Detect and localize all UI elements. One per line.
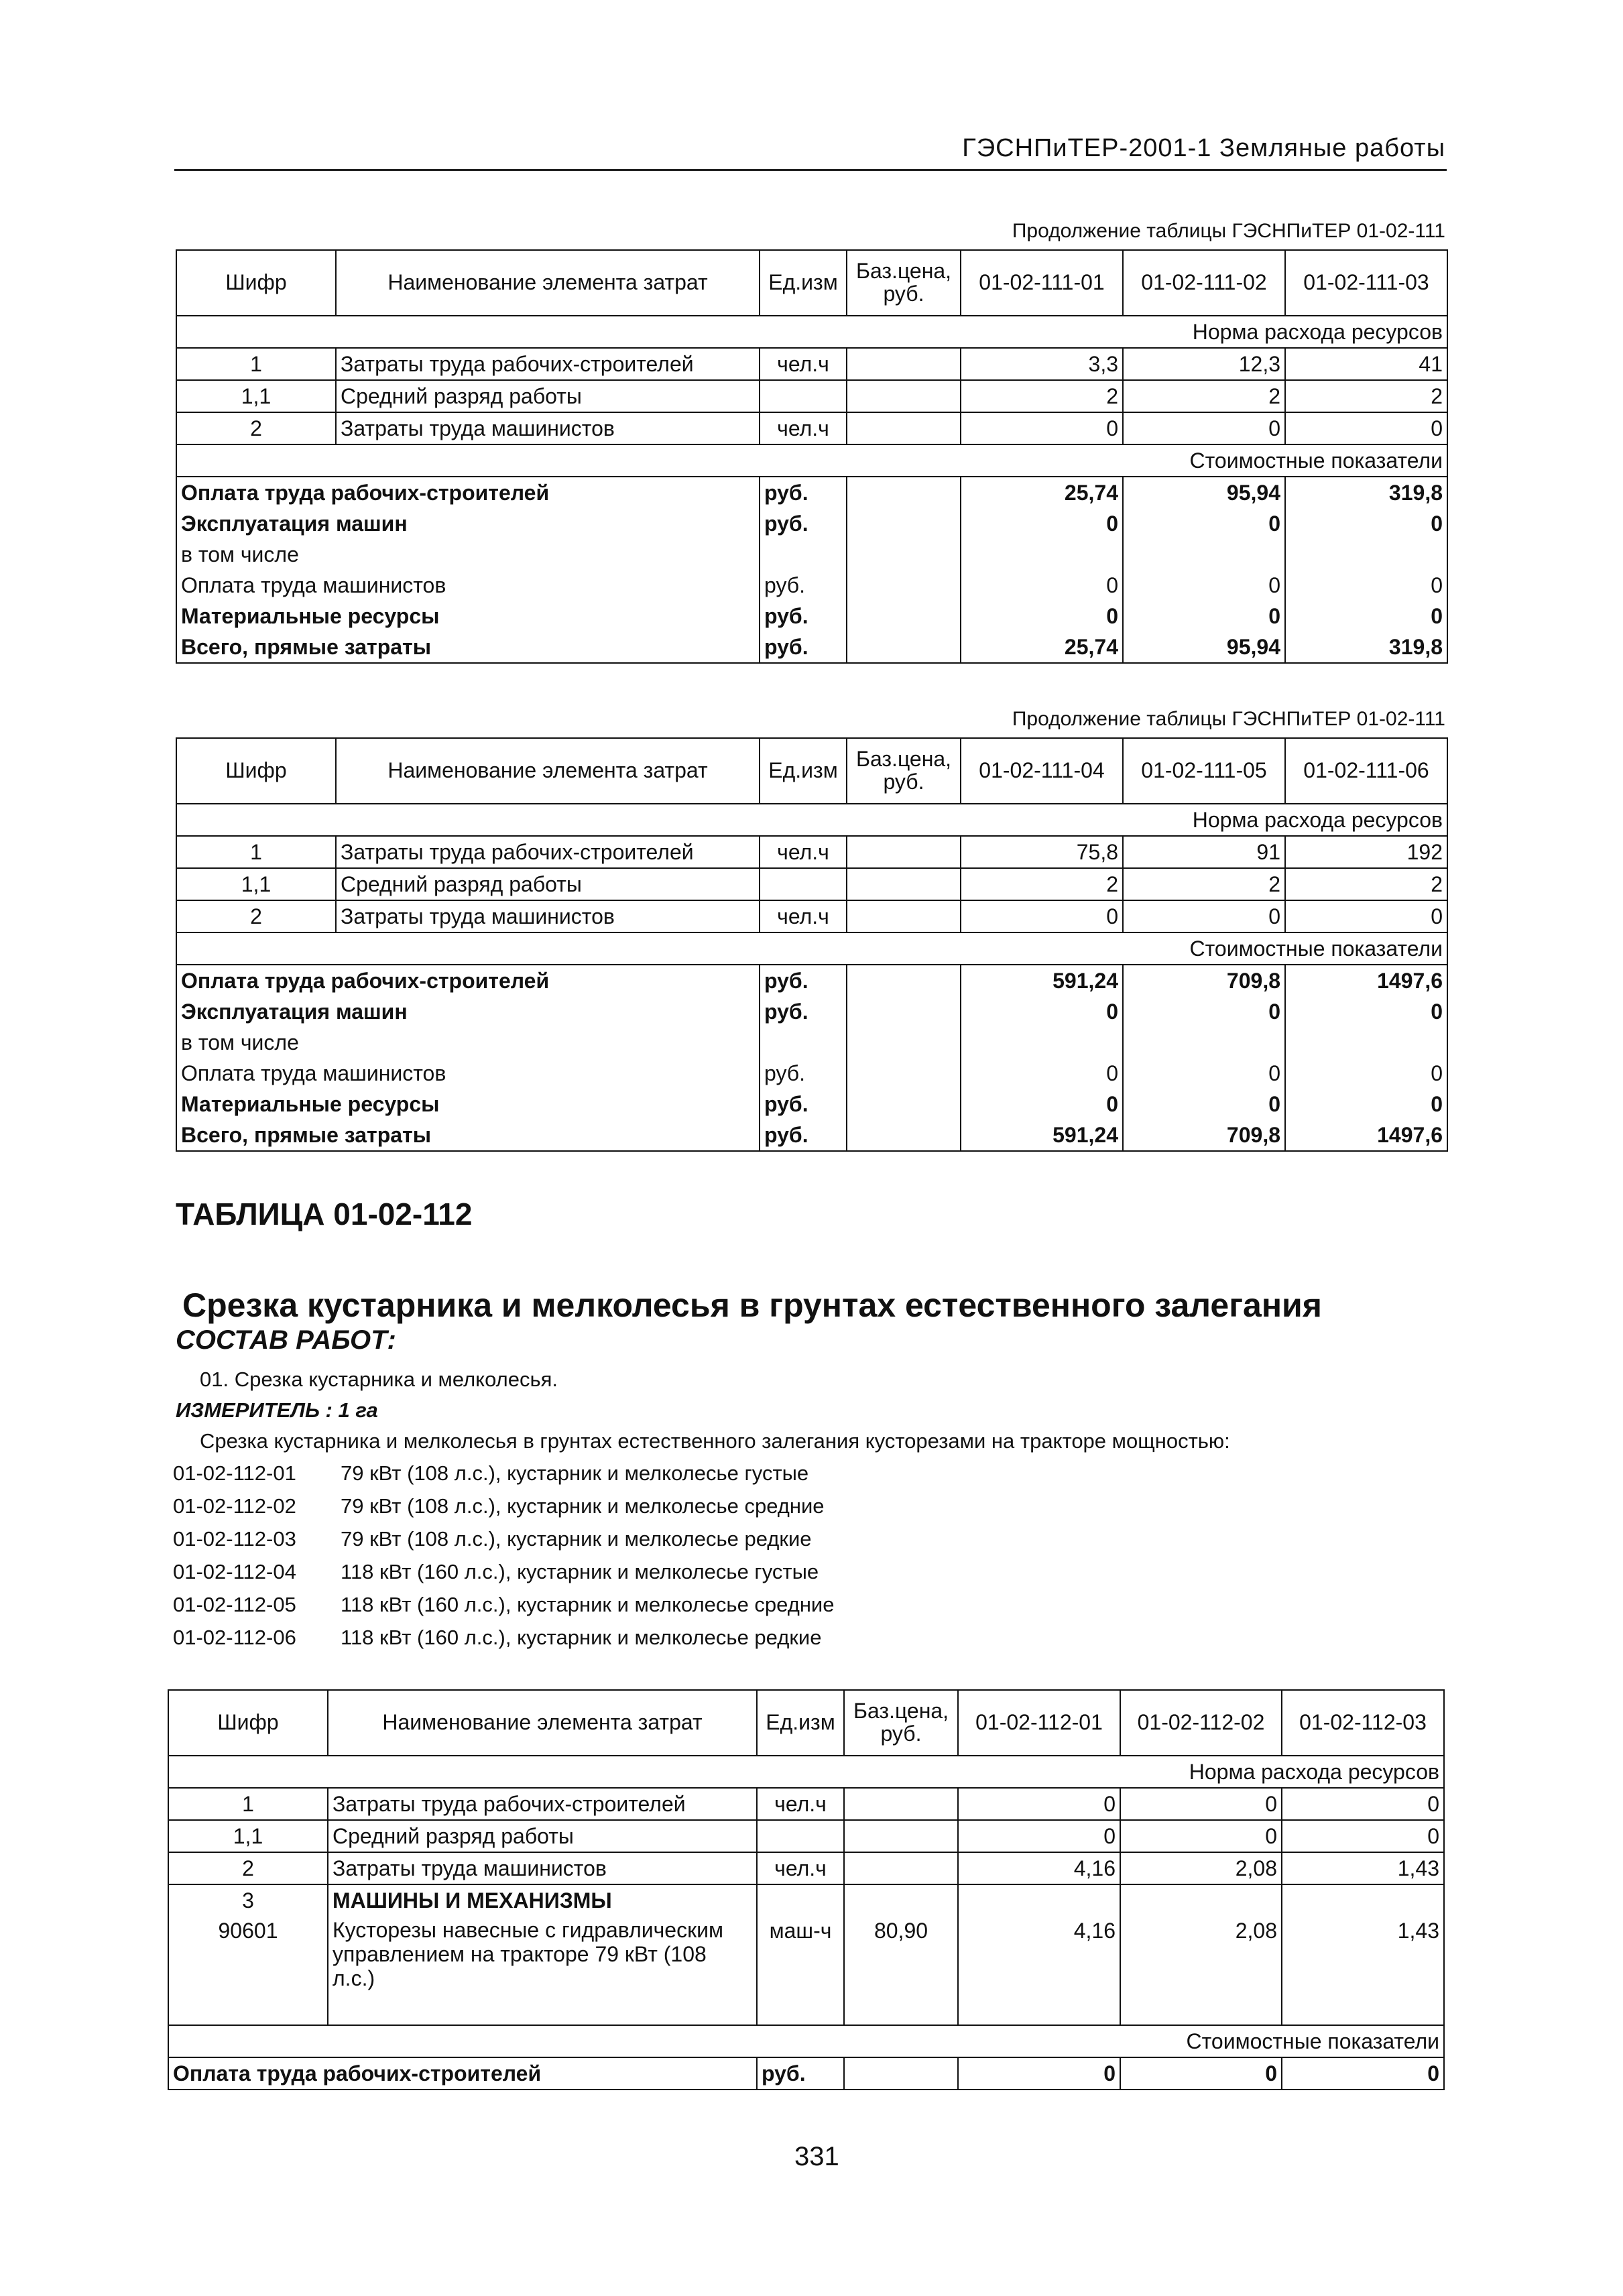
item-code: 01-02-112-04 [173,1560,296,1583]
value-cell [961,539,1123,570]
unit-cell: маш-ч [757,1916,844,2025]
cost-name-cell: в том числе [176,1027,760,1058]
value-cell: 0 [961,1089,1123,1120]
value-cell: 0 [1285,900,1447,932]
value-cell: 0 [1285,570,1447,601]
col-base-price: Баз.цена, руб. [847,250,961,316]
value-cell: 0 [1285,1058,1447,1089]
item-code: 01-02-112-01 [173,1461,296,1485]
value-cell: 0 [961,412,1123,444]
shifr-cell: 2 [176,412,336,444]
value-cell: 2,08 [1120,1852,1282,1884]
value-cell: 0 [961,601,1123,631]
value-cell: 0 [1123,412,1285,444]
value-cell: 2 [961,868,1123,900]
unit-cell: руб. [760,508,847,539]
unit-cell [757,1884,844,1916]
value-cell: 0 [1282,1820,1444,1852]
value-cell [958,1884,1120,1916]
value-cell: 0 [961,570,1123,601]
name-cell: Средний разряд работы [336,868,760,900]
unit-cell: чел.ч [760,348,847,380]
cost-row [176,1027,1447,1058]
unit-cell: чел.ч [760,900,847,932]
value-cell: 4,16 [958,1916,1120,2025]
col-base-price: Баз.цена, руб. [844,1690,958,1756]
cost-name-cell: Оплата труда рабочих-строителей [176,965,760,996]
value-cell: 319,8 [1285,631,1447,663]
col-code: 01-02-111-04 [961,738,1123,804]
cost-row [176,570,1447,601]
value-cell: 0 [1285,508,1447,539]
value-cell: 95,94 [1123,477,1285,508]
table1 [176,249,1448,664]
value-cell: 2 [1123,868,1285,900]
price-cell [844,1788,958,1820]
section-norm-label: Норма расхода ресурсов [176,804,1447,836]
name-cell: Затраты труда машинистов [336,900,760,932]
price-cell [847,868,961,900]
table-row [176,380,1447,412]
col-code: 01-02-112-02 [1120,1690,1282,1756]
unit-cell: руб. [760,965,847,996]
col-name: Наименование элемента затрат [336,250,760,316]
value-cell: 0 [1282,2057,1444,2090]
price-cell [847,1120,961,1151]
cost-row [176,631,1447,663]
section-title: Срезка кустарника и мелколесья в грунтах естественного залегания [182,1286,1322,1324]
cost-name-cell: Материальные ресурсы [176,1089,760,1120]
value-cell: 0 [1120,1788,1282,1820]
value-cell: 2 [1123,380,1285,412]
table3 [168,1689,1445,2090]
unit-cell: руб. [760,631,847,663]
value-cell: 1,43 [1282,1852,1444,1884]
value-cell [1282,1884,1444,1916]
running-header: ГЭСНПиТЕР-2001-1 Земляные работы [962,134,1445,162]
work-item: 01. Срезка кустарника и мелколесья. [200,1368,558,1391]
col-base-price: Баз.цена, руб. [847,738,961,804]
cost-row [176,1089,1447,1120]
price-cell [847,965,961,996]
value-cell: 41 [1285,348,1447,380]
shifr-cell: 1 [168,1788,328,1820]
value-cell: 1,43 [1282,1916,1444,2025]
page-number: 331 [794,2142,839,2171]
col-code: 01-02-112-01 [958,1690,1120,1756]
unit-cell: чел.ч [757,1788,844,1820]
cost-name-cell: в том числе [176,539,760,570]
col-unit: Ед.изм [760,250,847,316]
value-cell: 75,8 [961,836,1123,868]
name-cell: Средний разряд работы [336,380,760,412]
value-cell: 591,24 [961,965,1123,996]
name-cell: Затраты труда машинистов [336,412,760,444]
unit-cell [757,1820,844,1852]
col-code: 01-02-111-03 [1285,250,1447,316]
value-cell: 95,94 [1123,631,1285,663]
col-name: Наименование элемента затрат [328,1690,757,1756]
value-cell: 0 [961,1058,1123,1089]
value-cell: 0 [958,1788,1120,1820]
cost-name-cell: Эксплуатация машин [176,996,760,1027]
value-cell: 0 [1285,412,1447,444]
table1-header-row [176,250,1447,316]
cost-row [176,508,1447,539]
unit-cell [760,868,847,900]
col-shifr: Шифр [168,1690,328,1756]
cost-row [168,2057,1444,2090]
unit-cell: руб. [760,996,847,1027]
price-cell [847,900,961,932]
value-cell [1123,1027,1285,1058]
table-row [176,900,1447,932]
composition-label: СОСТАВ РАБОТ: [176,1325,396,1355]
col-shifr: Шифр [176,250,336,316]
name-cell: Средний разряд работы [328,1820,757,1852]
price-cell [847,836,961,868]
col-unit: Ед.изм [757,1690,844,1756]
table-row [176,348,1447,380]
item-code-list [173,1461,835,1658]
name-cell: МАШИНЫ И МЕХАНИЗМЫ [328,1884,757,1916]
header-rule [174,169,1447,171]
section-row [168,1756,1444,1788]
cost-row [176,477,1447,508]
cost-name-cell: Всего, прямые затраты [176,1120,760,1151]
price-cell [847,601,961,631]
value-cell [1285,539,1447,570]
item-code: 01-02-112-02 [173,1494,296,1518]
value-cell: 25,74 [961,477,1123,508]
item-code: 01-02-112-03 [173,1527,296,1551]
value-cell: 319,8 [1285,477,1447,508]
meter-label: ИЗМЕРИТЕЛЬ : 1 га [176,1398,378,1422]
cost-name-cell: Оплата труда машинистов [176,1058,760,1089]
value-cell: 0 [1282,1788,1444,1820]
cost-row [176,539,1447,570]
item-code: 01-02-112-06 [173,1626,296,1649]
price-cell [844,1852,958,1884]
shifr-cell: 1,1 [168,1820,328,1852]
cost-name-cell: Оплата труда машинистов [176,570,760,601]
shifr-cell: 1 [176,836,336,868]
col-unit: Ед.изм [760,738,847,804]
unit-cell: руб. [760,1089,847,1120]
value-cell [1123,539,1285,570]
price-cell [844,1820,958,1852]
cost-row [176,601,1447,631]
unit-cell: руб. [757,2057,844,2090]
value-cell: 0 [958,2057,1120,2090]
unit-cell [760,1027,847,1058]
price-cell [847,380,961,412]
value-cell: 591,24 [961,1120,1123,1151]
unit-cell: руб. [760,570,847,601]
shifr-cell: 1,1 [176,868,336,900]
price-cell [847,570,961,601]
unit-cell: чел.ч [760,412,847,444]
value-cell: 0 [1123,570,1285,601]
col-name: Наименование элемента затрат [336,738,760,804]
name-cell: Затраты труда машинистов [328,1852,757,1884]
cost-row [176,996,1447,1027]
price-cell [847,996,961,1027]
price-cell [847,348,961,380]
unit-cell: чел.ч [757,1852,844,1884]
value-cell: 25,74 [961,631,1123,663]
section-norm-label: Норма расхода ресурсов [168,1756,1444,1788]
cost-name-cell: Эксплуатация машин [176,508,760,539]
value-cell: 3,3 [961,348,1123,380]
unit-cell: руб. [760,601,847,631]
value-cell: 709,8 [1123,965,1285,996]
item-text: 79 кВт (108 л.с.), кустарник и мелколесье редкие [341,1527,812,1551]
cost-name-cell: Всего, прямые затраты [176,631,760,663]
list-item [173,1461,835,1494]
section-cost-label: Стоимостные показатели [168,2025,1444,2057]
value-cell: 1497,6 [1285,1120,1447,1151]
col-code: 01-02-111-06 [1285,738,1447,804]
table-heading: ТАБЛИЦА 01-02-112 [176,1197,473,1231]
price-cell [847,631,961,663]
value-cell: 2,08 [1120,1916,1282,2025]
item-text: 118 кВт (160 л.с.), кустарник и мелколесье густые [341,1560,819,1583]
value-cell: 709,8 [1123,1120,1285,1151]
col-code: 01-02-111-02 [1123,250,1285,316]
value-cell: 0 [1285,601,1447,631]
cost-row [176,1058,1447,1089]
name-cell: Затраты труда рабочих-строителей [336,836,760,868]
value-cell: 0 [1120,1820,1282,1852]
table2-caption: Продолжение таблицы ГЭСНПиТЕР 01-02-111 [1012,708,1445,730]
value-cell: 0 [1123,1089,1285,1120]
shifr-cell: 1 [176,348,336,380]
list-item [173,1593,835,1626]
name-cell: Затраты труда рабочих-строителей [328,1788,757,1820]
value-cell: 0 [961,900,1123,932]
unit-cell: руб. [760,1120,847,1151]
item-text: 79 кВт (108 л.с.), кустарник и мелколесье средние [341,1494,825,1518]
cost-name-cell: Оплата труда рабочих-строителей [176,477,760,508]
section-cost-label: Стоимостные показатели [176,444,1447,477]
table-row [168,1852,1444,1884]
shifr-cell: 3 [168,1884,328,1916]
shifr-cell: 2 [168,1852,328,1884]
price-cell [847,1027,961,1058]
price-cell: 80,90 [844,1916,958,2025]
table2-header-row [176,738,1447,804]
price-cell [847,1089,961,1120]
table-row [168,1788,1444,1820]
value-cell: 0 [1285,1089,1447,1120]
value-cell [1285,1027,1447,1058]
item-code: 01-02-112-05 [173,1593,296,1616]
name-cell: Затраты труда рабочих-строителей [336,348,760,380]
price-cell [847,539,961,570]
section-norm-label: Норма расхода ресурсов [176,316,1447,348]
value-cell: 1497,6 [1285,965,1447,996]
value-cell: 12,3 [1123,348,1285,380]
section-row [176,316,1447,348]
section-row [168,2025,1444,2057]
unit-cell: руб. [760,1058,847,1089]
value-cell: 0 [961,996,1123,1027]
work-description: Срезка кустарника и мелколесья в грунтах естественного залегания кусторезами на тракторе мощностью: [200,1429,1230,1453]
value-cell: 0 [1123,508,1285,539]
shifr-cell: 90601 [168,1916,328,2025]
value-cell: 2 [961,380,1123,412]
cost-name-cell: Материальные ресурсы [176,601,760,631]
section-cost-label: Стоимостные показатели [176,932,1447,965]
value-cell: 0 [958,1820,1120,1852]
price-cell [844,2057,958,2090]
price-cell [847,508,961,539]
table-row [168,1916,1444,2025]
price-cell [847,1058,961,1089]
value-cell: 0 [1123,900,1285,932]
value-cell: 4,16 [958,1852,1120,1884]
section-row [176,932,1447,965]
cost-row [176,965,1447,996]
shifr-cell: 1,1 [176,380,336,412]
list-item [173,1560,835,1593]
table3-header-row [168,1690,1444,1756]
price-cell [844,1884,958,1916]
cost-row [176,1120,1447,1151]
value-cell: 2 [1285,868,1447,900]
value-cell: 0 [1123,601,1285,631]
list-item [173,1527,835,1560]
unit-cell [760,539,847,570]
price-cell [847,412,961,444]
value-cell: 0 [1285,996,1447,1027]
value-cell [961,1027,1123,1058]
table-row [176,868,1447,900]
unit-cell: руб. [760,477,847,508]
table-row [176,412,1447,444]
item-text: 79 кВт (108 л.с.), кустарник и мелколесье густые [341,1461,809,1485]
value-cell: 192 [1285,836,1447,868]
value-cell: 91 [1123,836,1285,868]
item-text: 118 кВт (160 л.с.), кустарник и мелколесье средние [341,1593,835,1616]
value-cell: 0 [1123,996,1285,1027]
unit-cell: чел.ч [760,836,847,868]
shifr-cell: 2 [176,900,336,932]
col-code: 01-02-111-01 [961,250,1123,316]
name-cell: Кусторезы навесные с гидравлическим управлением на тракторе 79 кВт (108 л.с.) [328,1916,757,2025]
table-row [168,1820,1444,1852]
table-row [176,836,1447,868]
list-item [173,1626,835,1658]
cost-name-cell: Оплата труда рабочих-строителей [168,2057,757,2090]
col-code: 01-02-112-03 [1282,1690,1444,1756]
value-cell: 0 [1123,1058,1285,1089]
item-text: 118 кВт (160 л.с.), кустарник и мелколесье редкие [341,1626,822,1649]
table-row [168,1884,1444,1916]
value-cell [1120,1884,1282,1916]
section-row [176,804,1447,836]
table2 [176,737,1448,1152]
section-row [176,444,1447,477]
list-item [173,1494,835,1527]
col-code: 01-02-111-05 [1123,738,1285,804]
value-cell: 0 [961,508,1123,539]
table1-caption: Продолжение таблицы ГЭСНПиТЕР 01-02-111 [1012,220,1445,242]
price-cell [847,477,961,508]
value-cell: 2 [1285,380,1447,412]
unit-cell [760,380,847,412]
col-shifr: Шифр [176,738,336,804]
value-cell: 0 [1120,2057,1282,2090]
